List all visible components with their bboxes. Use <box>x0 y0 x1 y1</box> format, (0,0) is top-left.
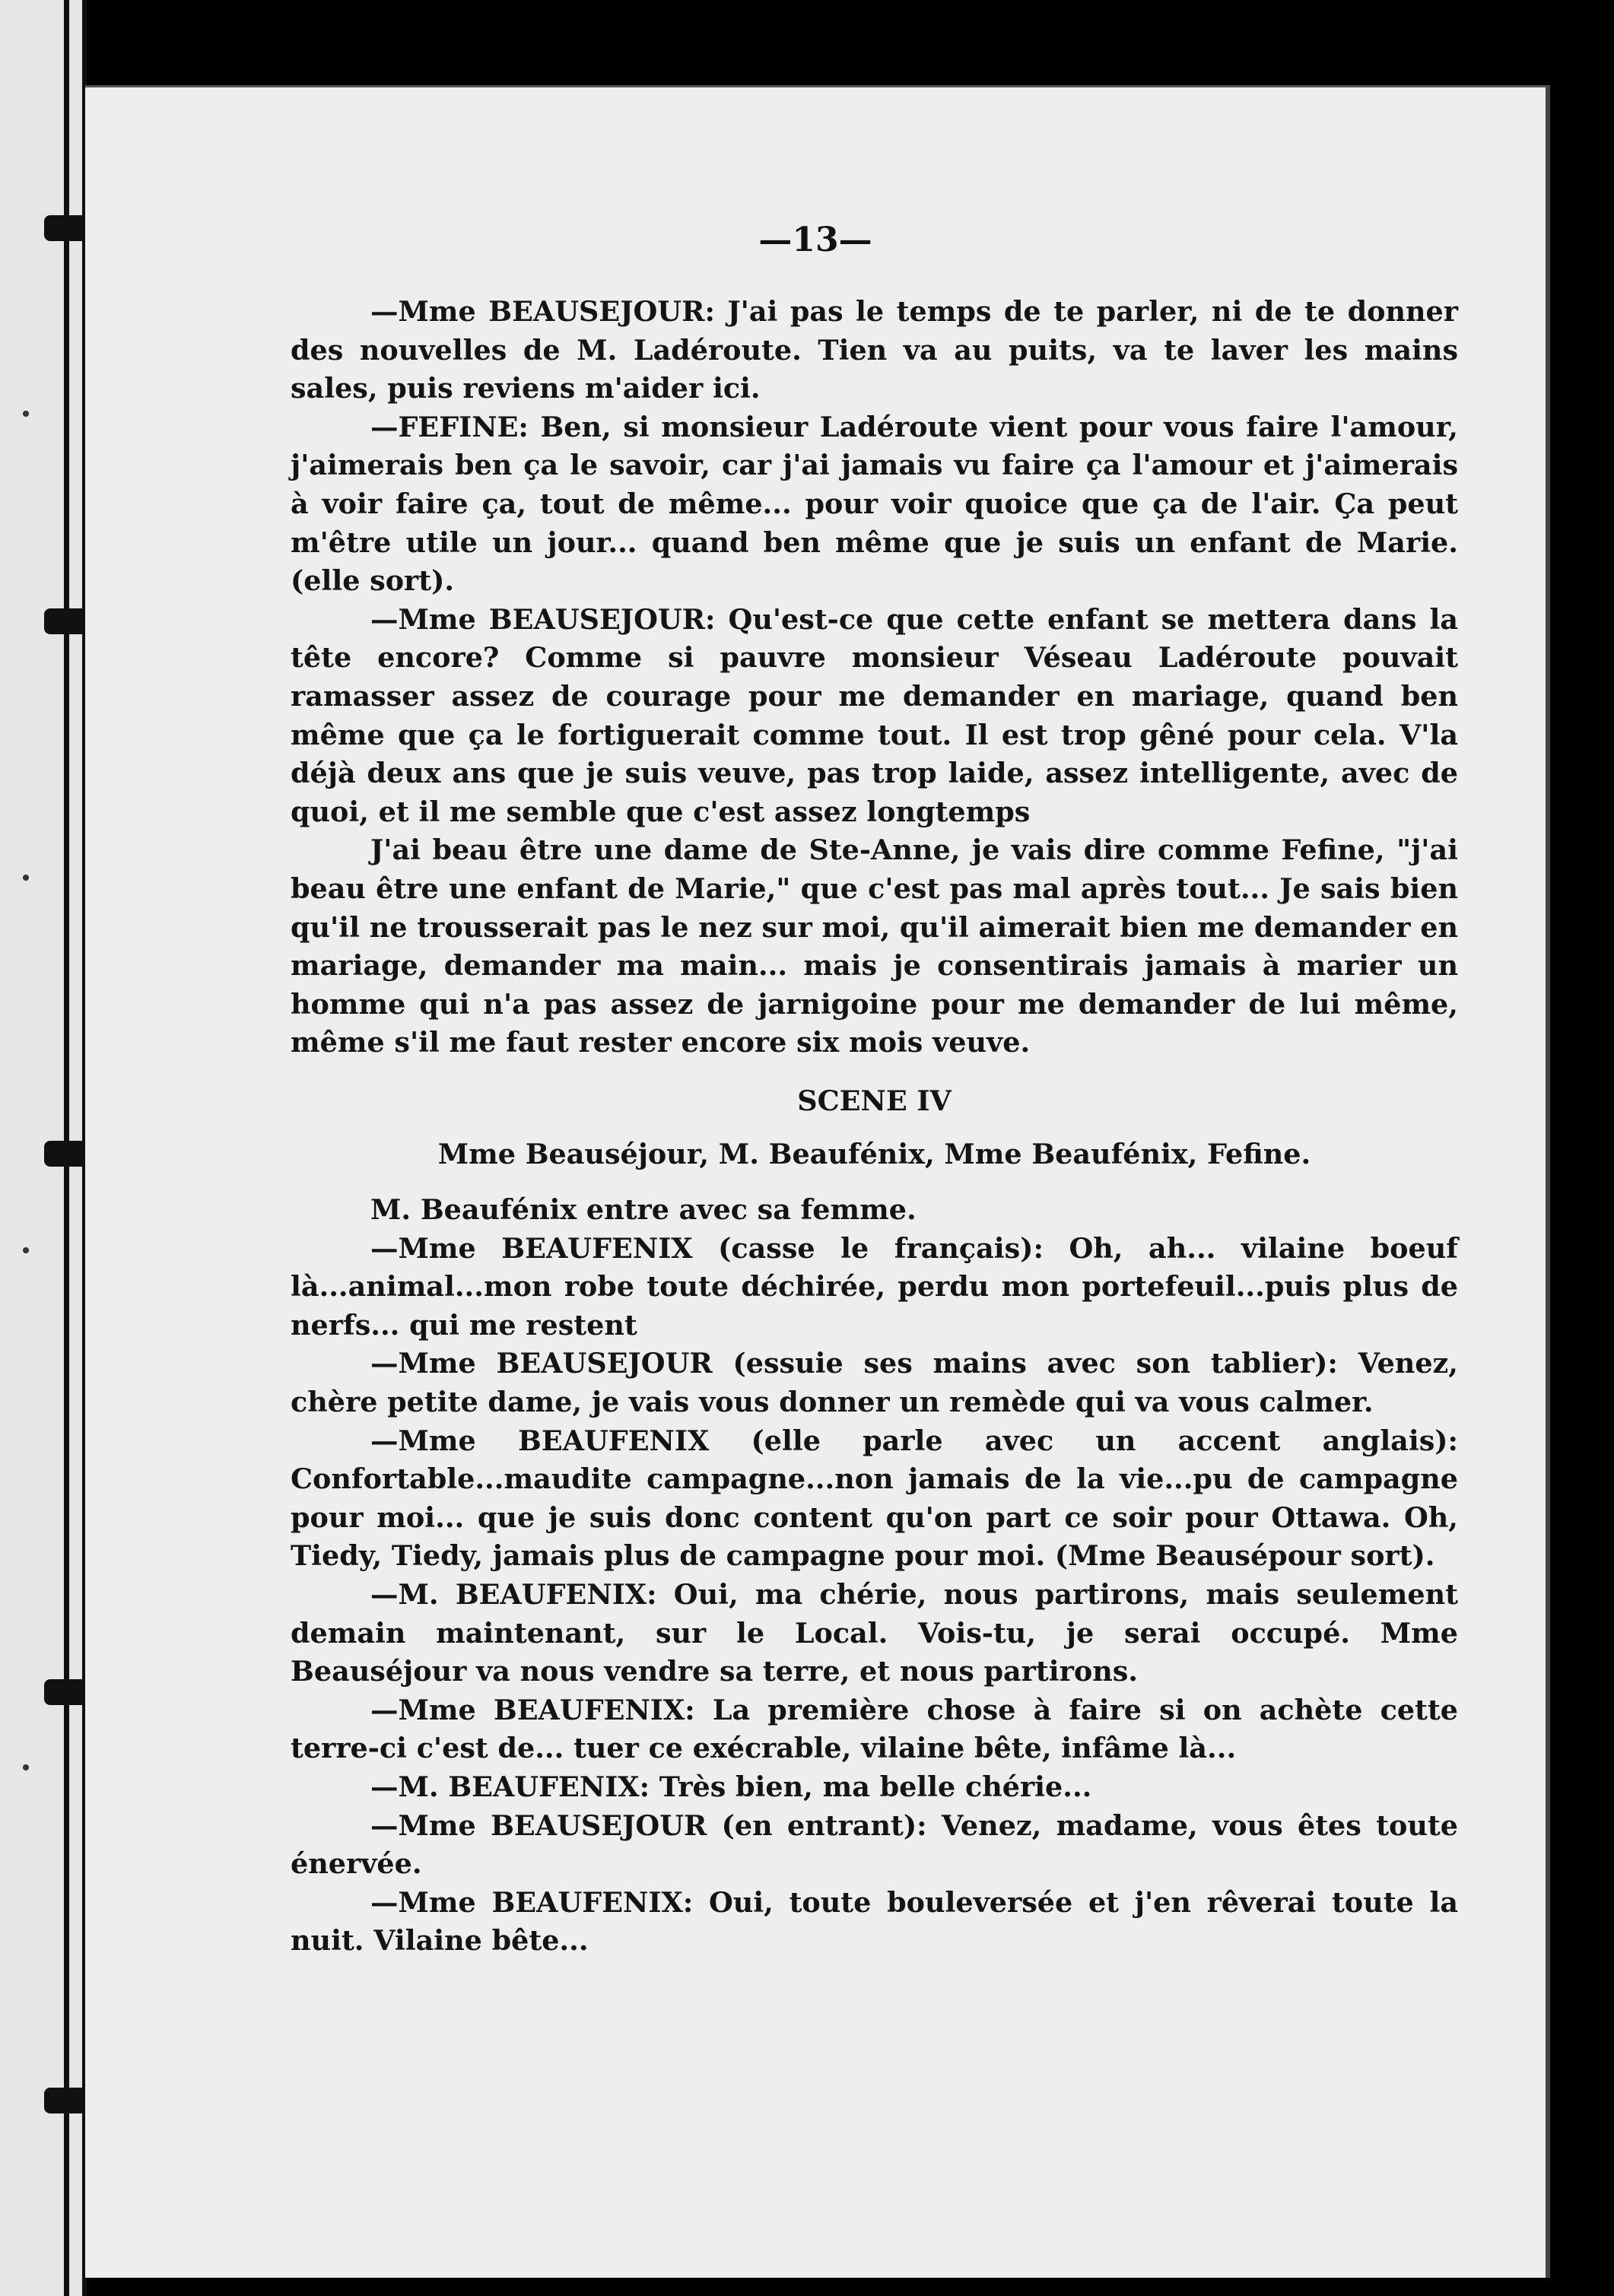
paragraph: —M. BEAUFENIX: Oui, ma chérie, nous partirons, mais seulement demain maintenant, sur le Local. Vois-tu, je serai occupé. Mme Beauséjour va nous vendre sa terre, et nous partirons. <box>291 1578 1458 1688</box>
binding-clip <box>44 215 90 241</box>
paragraph: —M. BEAUFENIX: Très bien, ma belle chérie... <box>370 1770 1092 1803</box>
text-body <box>291 293 1458 1961</box>
speck <box>23 411 29 417</box>
binding-clip <box>44 2088 90 2113</box>
binding-strip <box>0 0 87 2296</box>
paragraph: —Mme BEAUSEJOUR (essuie ses mains avec son tablier): Venez, chère petite dame, je vais vous donner un remède qui va vous calmer. <box>291 1347 1458 1419</box>
scene-heading: SCENE IV <box>797 1084 952 1117</box>
stage-direction: M. Beaufénix entre avec sa femme. <box>370 1193 917 1227</box>
paragraph: —Mme BEAUFENIX (casse le français): Oh, ah... vilaine boeuf là...animal...mon robe toute déchirée, perdu mon portefeuil...puis plus de nerfs... qui me restent <box>291 1231 1458 1342</box>
paragraph: J'ai beau être une dame de Ste-Anne, je vais dire comme Fefine, "j'ai beau être une enfant de Marie," que c'est pas mal après tout... Je sais bien qu'il ne trousserait pas le nez sur moi, qu'il aimerait bien me demander en mariage, demander ma main... mais je consentirais jamais à marier un homme qui n'a pas assez de jarnigoine pour me demander de lui même, même s'il me faut rester encore six mois veuve. <box>291 834 1458 1059</box>
paragraph: —FEFINE: Ben, si monsieur Ladéroute vient pour vous faire l'amour, j'aimerais ben ça le savoir, car j'ai jamais vu faire ça l'amour et j'aimerais à voir faire ça, tout de même... pour voir quoice que ça de l'air. Ça peut m'être utile un jour... quand ben même que je suis un enfant de Marie. (elle sort). <box>291 410 1458 598</box>
character-list: Mme Beauséjour, M. Beaufénix, Mme Beaufénix, Fefine. <box>437 1138 1311 1171</box>
paragraph: —Mme BEAUSEJOUR: Qu'est-ce que cette enfant se mettera dans la tête encore? Comme si pauvre monsieur Véseau Ladéroute pouvait ramasser assez de courage pour me demander en mariage, quand ben même que ça le fortiguerait comme tout. Il est trop gêné pour cela. V'la déjà deux ans que je suis veuve, pas trop laide, assez intelligente, avec de quoi, et il me semble que c'est assez longtemps <box>291 602 1458 828</box>
speck <box>23 875 29 881</box>
speck <box>23 1764 29 1770</box>
paragraph: —Mme BEAUSEJOUR (en entrant): Venez, madame, vous êtes toute énervée. <box>291 1809 1458 1881</box>
page-number: —13— <box>758 221 872 259</box>
binding-clip <box>44 1679 90 1705</box>
document-page <box>85 85 1550 2278</box>
paragraph: —Mme BEAUFENIX: Oui, toute bouleversée et j'en rêverai toute la nuit. Vilaine bête... <box>291 1885 1458 1958</box>
paragraph: —Mme BEAUFENIX: La première chose à faire si on achète cette terre-ci c'est de... tuer ce exécrable, vilaine bête, infâme là... <box>291 1693 1458 1765</box>
binding-clip <box>44 1141 90 1167</box>
speck <box>23 1247 29 1253</box>
binding-clip <box>44 608 90 634</box>
paragraph: —Mme BEAUFENIX (elle parle avec un accent anglais): Confortable...maudite campagne...non jamais de la vie...pu de campagne pour moi... que je suis donc content qu'on part ce soir pour Ottawa. Oh, Tiedy, Tiedy, jamais plus de campagne pour moi. (Mme Beausépour sort). <box>291 1424 1458 1573</box>
paragraph: —Mme BEAUSEJOUR: J'ai pas le temps de te parler, ni de te donner des nouvelles de M. Ladéroute. Tien va au puits, va te laver les mains sales, puis reviens m'aider ici. <box>291 295 1458 405</box>
